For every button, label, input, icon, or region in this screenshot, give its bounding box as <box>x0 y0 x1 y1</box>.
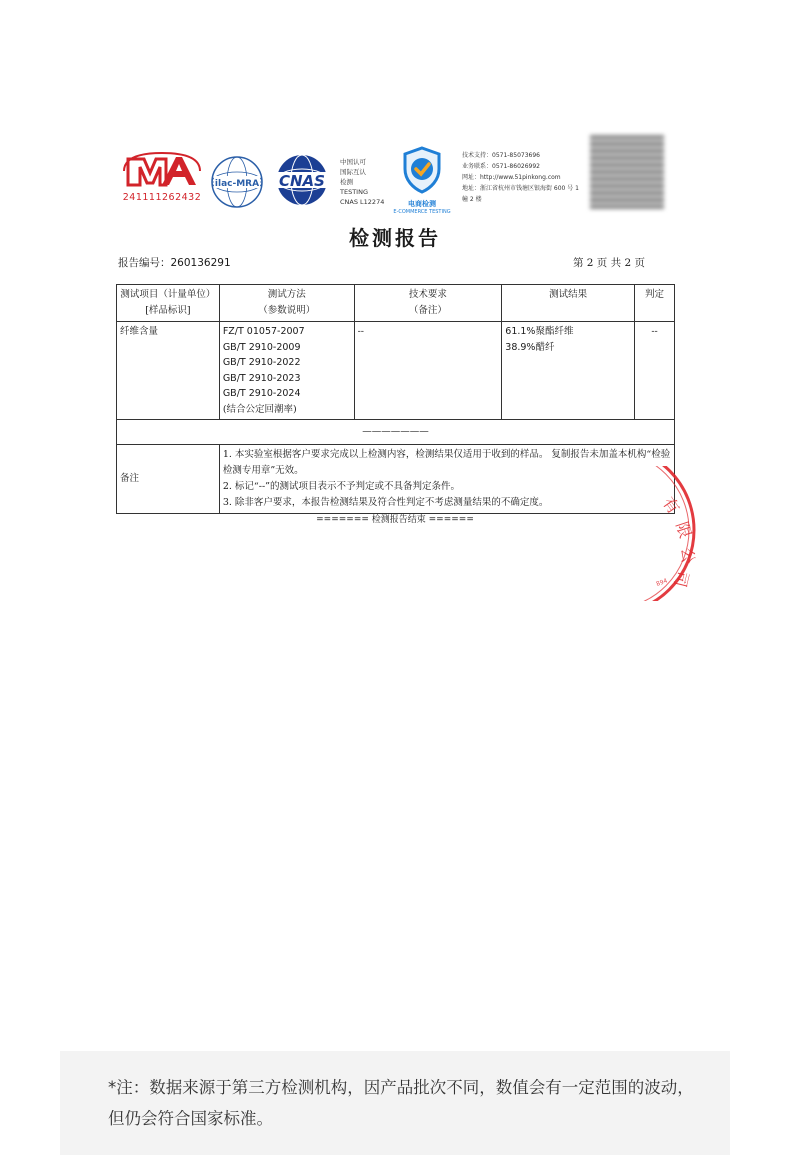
ecommerce-testing-title: 电商检测 <box>408 200 436 208</box>
table-row <box>117 322 675 420</box>
method-line: (结合公定回潮率) <box>222 403 297 415</box>
contact-line: 幢 2 楼 <box>462 196 482 203</box>
page-indicator: 第 2 页 共 2 页 <box>572 257 645 269</box>
method-line: GB/T 2910-2009 <box>222 341 301 353</box>
result-line: 38.9%醋纤 <box>505 342 555 353</box>
accreditation-line: 检测 <box>340 178 353 186</box>
contact-info <box>462 150 590 205</box>
notes-content <box>219 445 674 514</box>
method-line: GB/T 2910-2023 <box>222 372 301 384</box>
qr-code <box>590 135 664 209</box>
report-title: 检测报告 <box>349 226 441 250</box>
result-line: 61.1%聚酯纤维 <box>505 326 574 337</box>
contact-line: 业务联系：0571-86026992 <box>462 163 540 170</box>
accreditation-line: 中国认可 <box>340 158 366 166</box>
contact-line: 网址：http://www.51pinkong.com <box>462 174 561 181</box>
report-letterhead <box>118 135 678 215</box>
contact-line: 技术支持：0571-85073696 <box>462 152 540 159</box>
test-results-table <box>116 284 675 514</box>
note-item: 1. 本实验室根据客户要求完成以上检测内容，检测结果仅适用于收到的样品。 复制报告未加盖本机构“检验检测专用章”无效。 <box>222 449 671 476</box>
row-methods <box>219 322 354 420</box>
accreditation-text <box>340 157 384 207</box>
ilac-mra-logo <box>210 155 264 213</box>
official-seal <box>612 466 712 601</box>
table-header-row <box>117 285 675 322</box>
header-item: 测试项目（计量单位） [样品标识] <box>117 285 220 322</box>
footnote-text: *注：数据来源于第三方检测机构，因产品批次不同，数值会有一定范围的波动，但仍会符合国家标准。 <box>108 1078 694 1128</box>
report-number <box>118 255 231 270</box>
header-method: 测试方法 （参数说明） <box>219 285 354 322</box>
report-number-value: 260136291 <box>170 257 231 269</box>
note-item: 3. 除非客户要求，本报告检测结果及符合性判定不考虑测量结果的不确定度。 <box>222 497 549 508</box>
method-line: GB/T 2910-2024 <box>222 388 301 399</box>
method-line: FZ/T 01057-2007 <box>222 326 305 337</box>
accreditation-line: TESTING <box>340 188 368 196</box>
report-number-label: 报告编号： <box>118 257 171 269</box>
row-results <box>502 322 635 420</box>
footnote-box <box>60 1051 730 1155</box>
method-line: GB/T 2910-2022 <box>222 357 301 368</box>
svg-text:公: 公 <box>678 547 698 565</box>
svg-text:限: 限 <box>672 519 696 541</box>
svg-text:有: 有 <box>658 493 684 518</box>
separator-line: ——————— <box>117 420 675 445</box>
accreditation-line: 国际互认 <box>340 168 366 176</box>
cma-mark-icon <box>122 151 202 191</box>
svg-text:司: 司 <box>670 569 693 590</box>
cma-number: 241111262432 <box>122 192 202 203</box>
ecommerce-testing-shield-icon <box>400 145 444 195</box>
svg-text:894: 894 <box>655 577 669 588</box>
header-requirement: 技术要求 （备注） <box>354 285 502 322</box>
notes-label: 备注 <box>117 445 220 514</box>
seal-stamp-icon <box>612 466 712 601</box>
separator-row <box>117 420 675 445</box>
report-end-marker: ======= 检测报告结束 ====== <box>316 515 474 525</box>
ecommerce-testing-subtitle: E-COMMERCE TESTING <box>393 209 451 215</box>
note-item: 2. 标记“--”的测试项目表示不予判定或不具备判定条件。 <box>222 481 461 492</box>
contact-line: 地址：浙江省杭州市钱塘区银海街 600 号 1 <box>462 185 579 192</box>
cnas-logo <box>270 153 334 211</box>
row-requirement: -- <box>354 322 502 420</box>
accreditation-line: CNAS L12274 <box>340 198 385 206</box>
notes-row <box>117 445 675 514</box>
cma-logo <box>122 151 202 203</box>
row-item: 纤维含量 <box>117 322 220 420</box>
header-result: 测试结果 <box>502 285 635 322</box>
header-judgement: 判定 <box>635 285 675 322</box>
ecommerce-testing-logo <box>390 145 454 215</box>
ilac-mra-icon <box>210 155 264 209</box>
svg-text:CNAS: CNAS <box>279 172 325 190</box>
cnas-mark-icon <box>270 153 334 207</box>
row-judgement: -- <box>635 322 675 420</box>
svg-text:ilac-MRA: ilac-MRA <box>214 179 260 189</box>
